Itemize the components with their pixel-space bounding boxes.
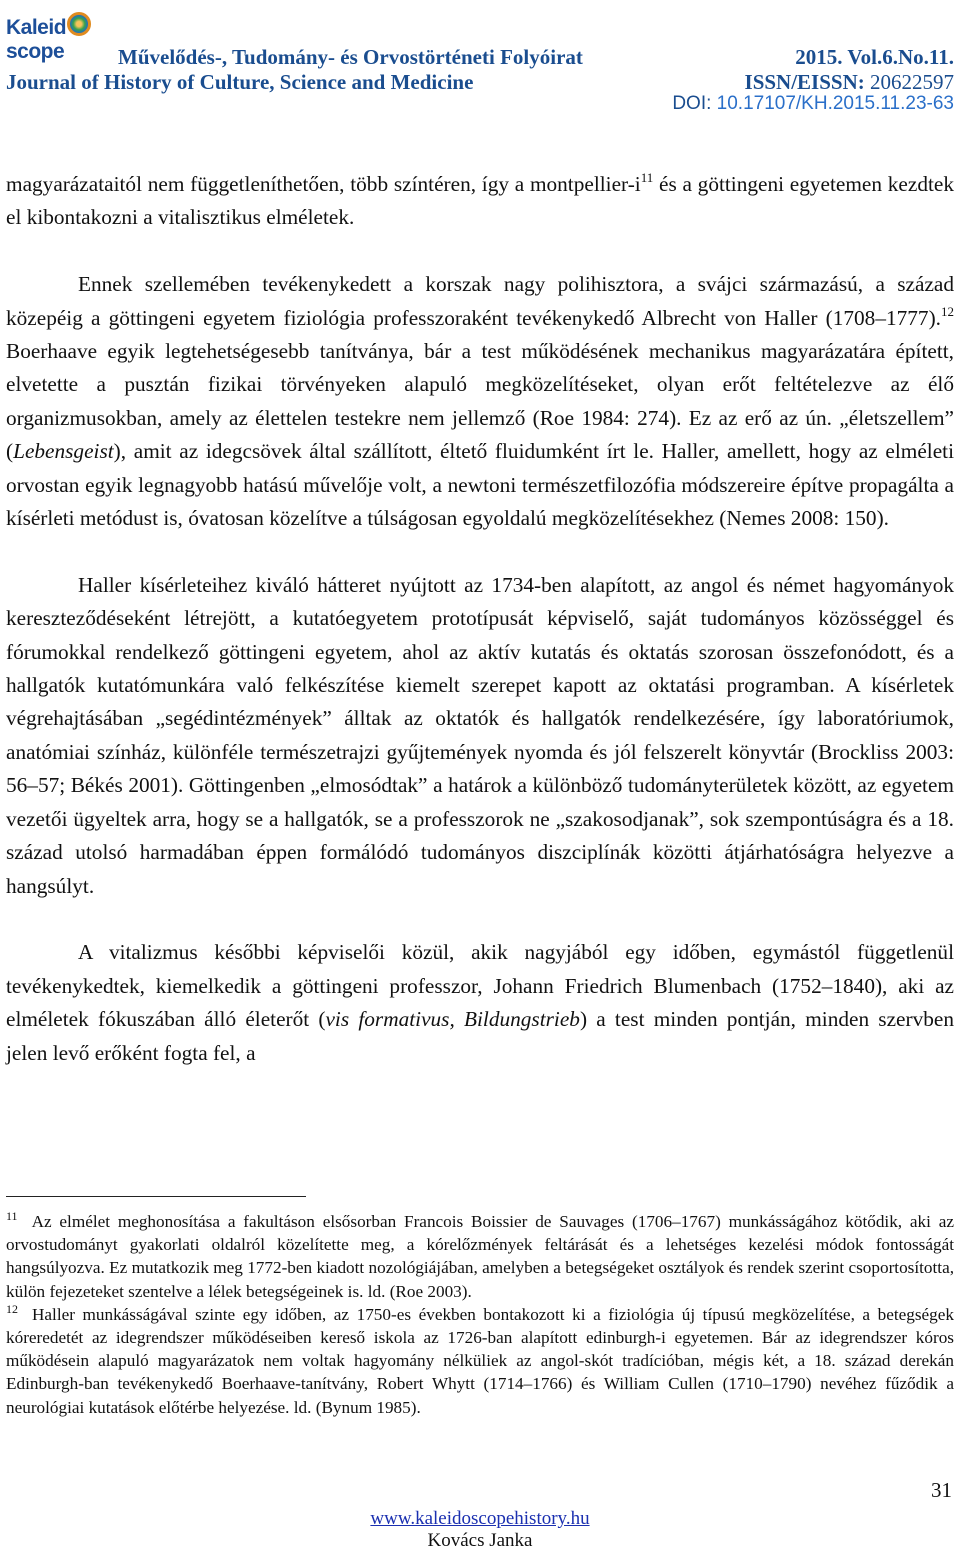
kaleidoscope-logo: Kaleidscope — [6, 4, 121, 50]
journal-title-hungarian: Művelődés-, Tudomány- és Orvostörténeti Folyóirat — [118, 45, 583, 69]
footnote-12: $^{12}$ Haller munkásságával szinte egy időben, az 1750-es években bontakozott ki a fiziológia új típusú megközelítése, a betegségek kóreredetét az idegrendszer működéseiben kereső iskola az 1726-ban alapított edinburgh-i egyetemen. Bár az idegrendszer kóros működésein alapuló magyarázatok nem voltak hagyomány nélküliek az angol-skót tradícióban, mégis két, a 18. század derekán Edinburgh-ban tevékenykedő Boerhaave-tanítvány, Robert Whytt (1714–1766) és William Cullen (1710–1790) nevéhez fűződik a neurológiai kutatások előtérbe helyezése. ld. (Bynum 1985). — [6, 1301, 954, 1417]
footnote-11: $^{11}$ Az elmélet meghonosítása a fakultáson elsősorban Francois Boissier de Sauvages (1706–1767) munkásságához kötődik, aki az orvostudományt gyakorlati oldalról közelítette meg, a kórelőzmények feltárását és a lehetséges kezelési módok fontosságát hangsúlyozva. Ez mutatkozik meg 1772-ben kiadott nozológiájában, amelyben a betegségeket osztályok és rendek szerint csoportosította, külön fejezeteket szentelve a lélek betegségeinek is. ld. (Roe 2003). — [6, 1209, 954, 1301]
paragraph-3: Haller kísérleteihez kiváló hátteret nyújtott az 1734-ben alapított, az angol és német hagyományok kereszteződéseként létrejött, a kutatóegyetem prototípusát képviselő, saját tudományos közösséggel és fórumokkal rendelkező göttingeni egyetem, ahol az aktív kutatás és oktatás szorosan összefonódott, és a hallgatók kutatómunkára való felkészítése kiemelt szerepet kapott az oktatási programban. A kísérletek végrehajtásában „segédintézmények” álltak az oktatók és hallgatók rendelkezésére, így laboratóriumok, anatómiai színház, különféle természetrajzi gyűjtemények nyomda és jól felszerelt könyvtár (Brockliss 2003: 56–57; Békés 2001). Göttingenben „elmosódtak” a határok a különböző tudományterületek között, az egyetem vezetői ügyeltek arra, hogy se a hallgatók, se a professzorok ne „szakosodjanak”, sok szempontúságra és a 18. század utolsó harmadában éppen formálódó tudományos diszciplínák közötti átjárhatóságra helyezve a hangsúlyt. — [6, 572, 954, 898]
issue-info: 2015. Vol.6.No.11. — [795, 45, 954, 69]
paragraph-4: A vitalizmus későbbi képviselői közül, akik nagyjából egy időben, egymástól függetlenül tevékenykedtek, kiemelkedik a göttingeni professzor, Johann Friedrich Blumenbach (1752–1840), aki az elméletek fókuszában álló életerőt (vis formativus, Bildungstrieb) a test minden pontján, minden szervben jelen levő erőként fogta fel, a — [6, 940, 954, 1065]
page-number: 31 — [931, 1478, 952, 1502]
footnote-mark: 12 — [6, 1301, 18, 1316]
doi-label: DOI: — [672, 93, 712, 114]
footnote-ref-12[interactable]: 12 — [941, 303, 954, 319]
doi-value: 10.17107/KH.2015.11.23-63 — [716, 93, 954, 114]
logo-circle-icon — [67, 12, 91, 36]
journal-title-english: Journal of History of Culture, Science and Medicine — [6, 70, 474, 94]
article-body — [6, 168, 954, 1070]
issn-label: ISSN/EISSN: — [744, 70, 865, 94]
doi-info — [672, 93, 954, 115]
footnote-mark: 11 — [6, 1209, 18, 1223]
author-name: Kovács Janka — [427, 1530, 533, 1551]
paragraph-1: magyarázataitól nem függetleníthetően, több színtéren, így a montpellier-$i^{11}$ és a göttingeni egyetemen kezdtek el kibontakozni a vitalisztikus elméletek. — [6, 170, 954, 230]
paragraph-2: Ennek szellemében tevékenykedett a korszak nagy polihisztora, a svájci származású, a század közepéig a göttingeni egyetem fiziológia professzoraként tevékenykedő Albrecht von Haller (1708–1777).$^{12}$ Boerhaave egyik legtehetségesebb tanítványa, bár a test működésének mechanikus magyarázatára épített, elvetette a pusztán fizikai törvényeken alapuló megközelítéseket, olyan erőt feltételezve az élő organizmusokban, amely az élettelen testekre nem jellemző (Roe 1984: 274). Ez az erő az ún. „életszellem” (Lebensgeist), amit az idegcsövek által szállított, éltető fluidumként írt le. Haller, amellett, hogy az elméleti orvostan egyik legnagyobb hatású művelője volt, a newtoni természetfilozófia módszereire építve propagálta a kísérleti metódust is, óvatosan közelítve a túlságosan egyoldalú megközelítésekhez (Nemes 2008: 150). — [6, 272, 954, 531]
issn-info — [745, 70, 954, 95]
footnote-separator — [6, 1196, 306, 1197]
page-header — [0, 0, 960, 120]
issn-value: 20622597 — [870, 70, 954, 94]
footnotes — [6, 1210, 954, 1419]
footnote-ref-11[interactable]: 11 — [640, 170, 654, 185]
website-link[interactable]: www.kaleidoscopehistory.hu — [370, 1508, 590, 1529]
